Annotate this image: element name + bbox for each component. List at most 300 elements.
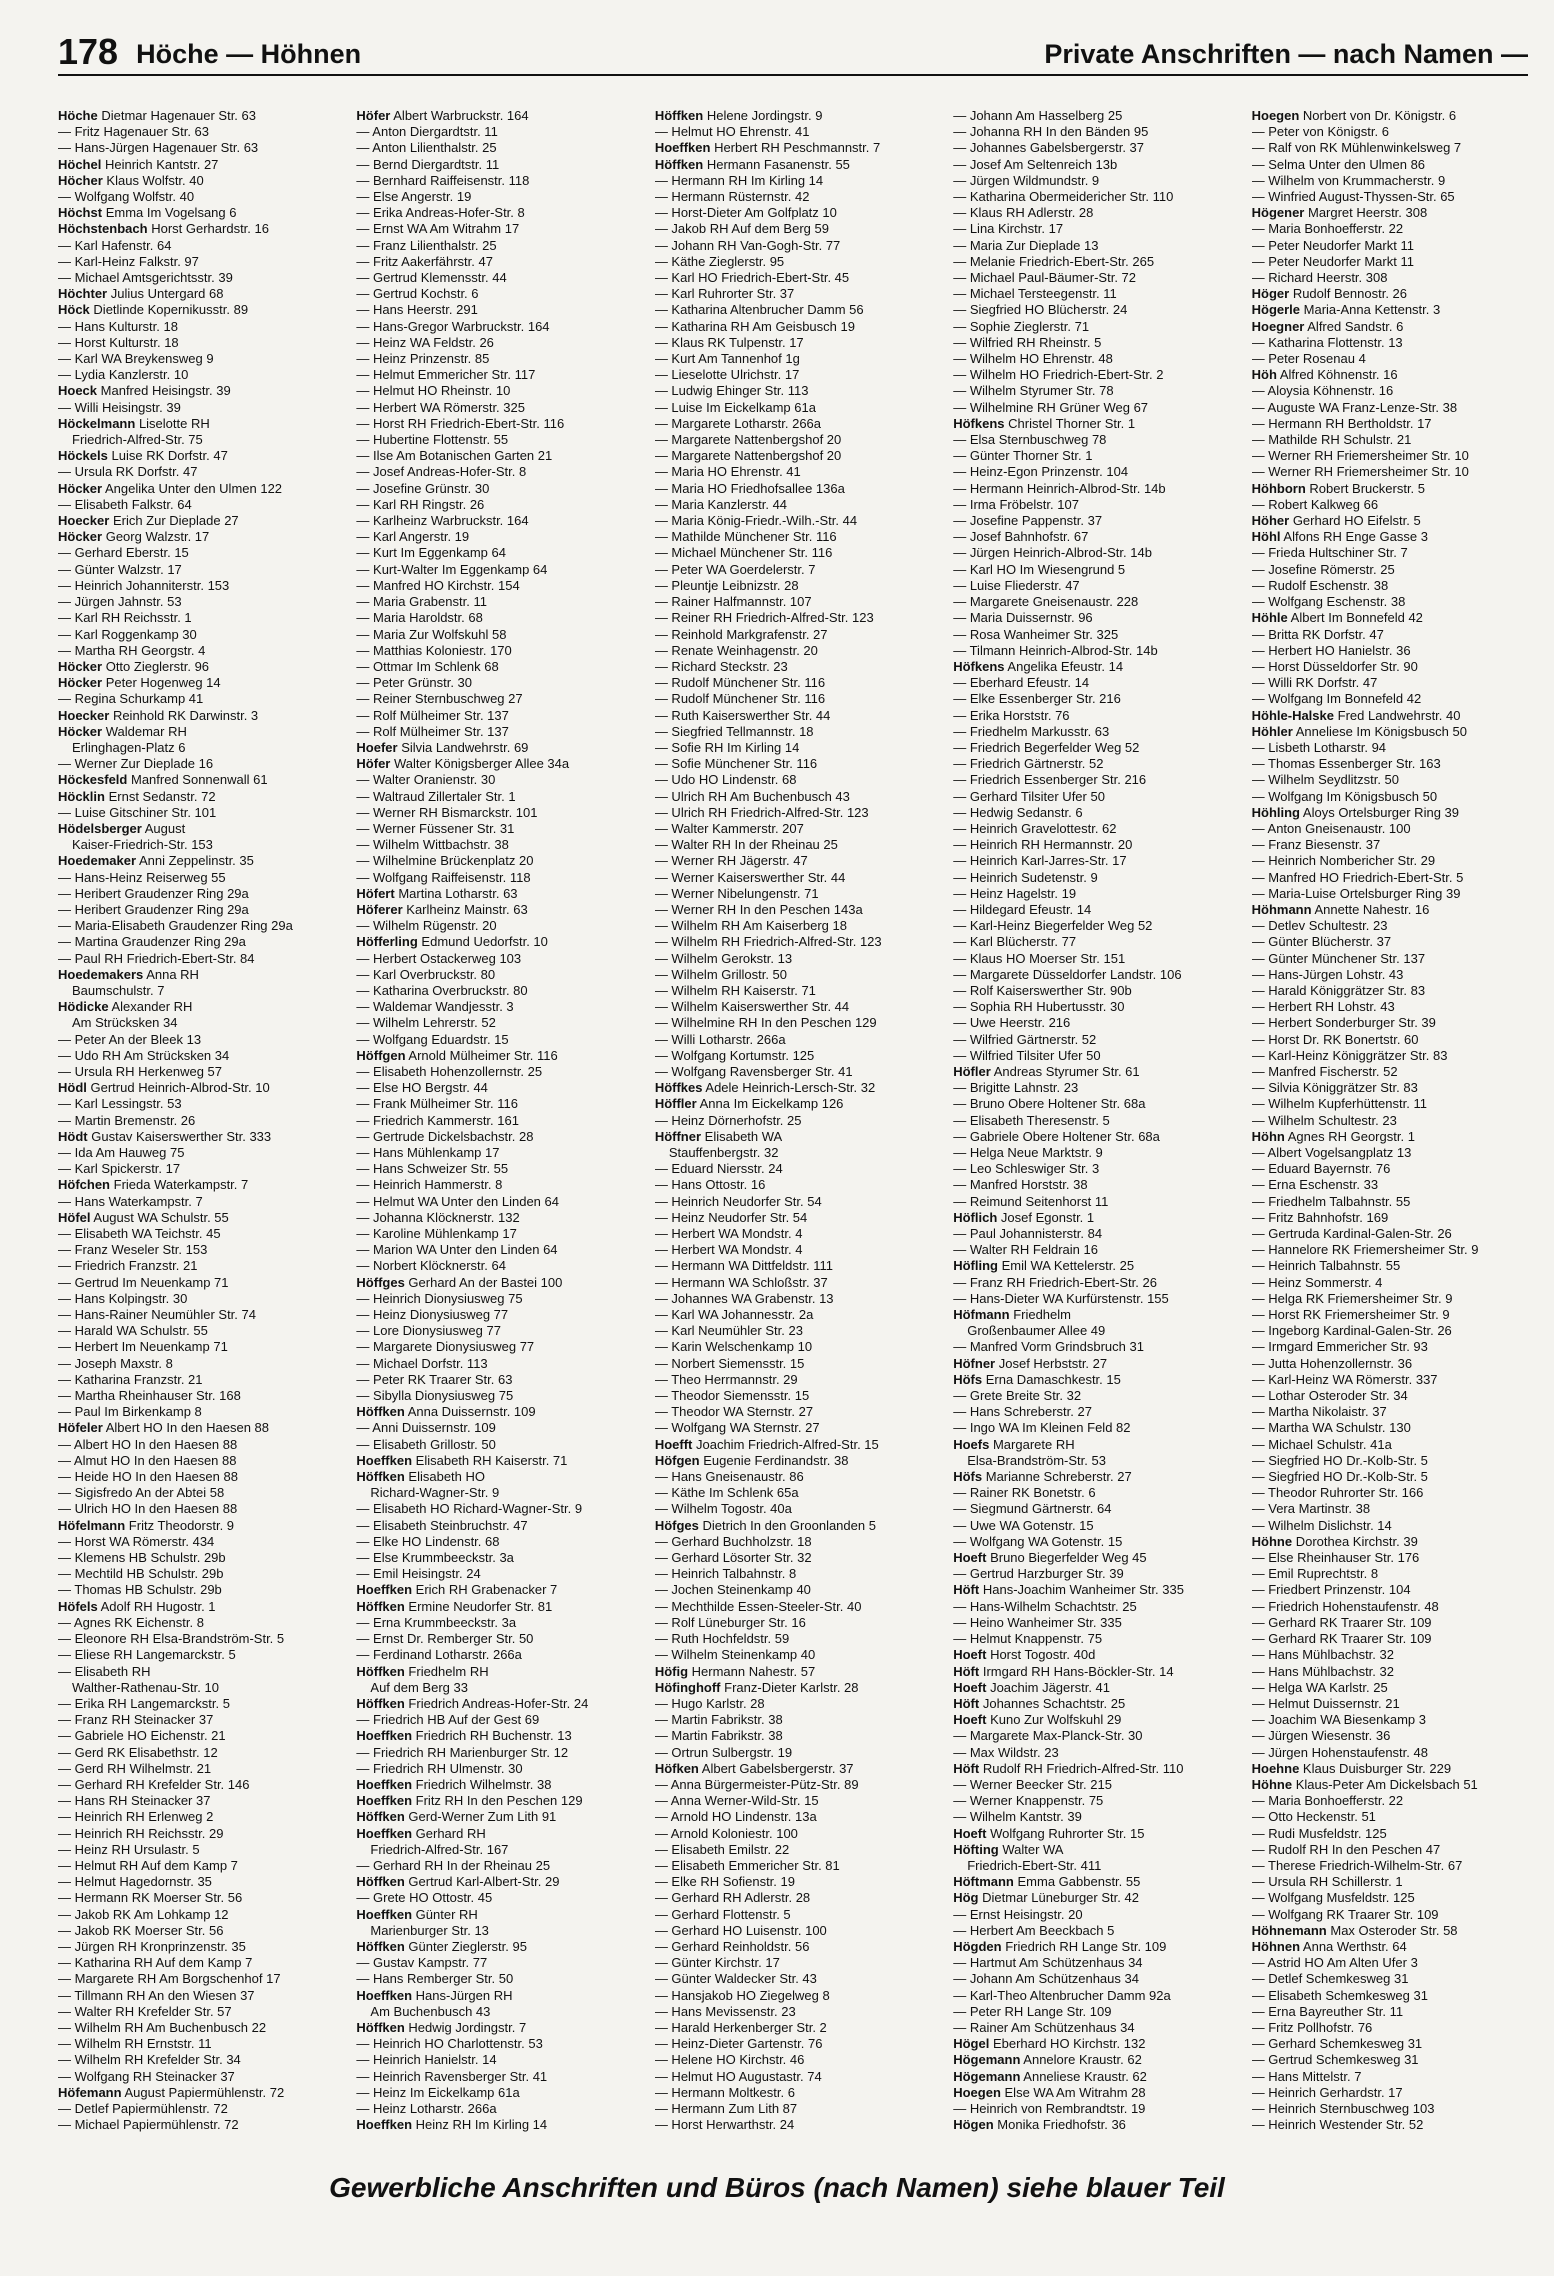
entry-text: — Winfried August-Thyssen-Str. 65 — [1251, 189, 1455, 205]
entry-text: — Peter Grünstr. 30 — [356, 675, 473, 691]
directory-entry — [953, 1064, 1229, 1080]
entry-text: — Horst Dr. RK Bonertstr. 60 — [1251, 1031, 1419, 1047]
directory-entry — [356, 1453, 632, 1469]
entry-text: — Friedrich Essenberger Str. 216 — [953, 772, 1147, 788]
directory-entry — [655, 756, 931, 772]
entry-surname: Höck — [58, 302, 90, 318]
directory-entry — [356, 659, 632, 675]
entry-text: Horst Togostr. 40d — [990, 1647, 1096, 1663]
directory-entry — [953, 1113, 1229, 1129]
directory-entry — [1252, 951, 1528, 967]
entry-surname: Höfer — [356, 756, 391, 772]
directory-entry — [1252, 1761, 1528, 1777]
entry-surname: Höcher — [58, 172, 103, 188]
directory-entry — [1252, 2069, 1528, 2085]
entry-text: Peter Hogenweg 14 — [105, 675, 221, 691]
entry-surname: Höchter — [58, 286, 108, 302]
entry-text: Reinhold RK Darwinstr. 3 — [112, 707, 259, 723]
entry-surname: Höffges — [356, 1274, 405, 1290]
directory-entry — [356, 1518, 632, 1534]
directory-entry — [655, 1599, 931, 1615]
directory-entry — [655, 1404, 931, 1420]
directory-entry — [1252, 1226, 1528, 1242]
directory-entry — [953, 1550, 1229, 1566]
entry-text: — Maria Haroldstr. 68 — [356, 610, 483, 626]
directory-entry — [655, 1453, 931, 1469]
directory-entry — [655, 1145, 931, 1161]
entry-text: — Marion WA Unter den Linden 64 — [356, 1242, 558, 1258]
entry-text: — Heinrich Sternbuschweg 103 — [1251, 2100, 1435, 2116]
directory-entry — [356, 2036, 632, 2052]
entry-text: — Ralf von RK Mühlenwinkelsweg 7 — [1251, 140, 1462, 156]
entry-text: — Lina Kirchstr. 17 — [953, 221, 1064, 237]
directory-entry — [58, 1728, 334, 1744]
entry-text: — Josefine Römerstr. 25 — [1251, 561, 1395, 577]
directory-entry — [58, 416, 334, 432]
entry-text: — Heinrich Karl-Jarres-Str. 17 — [953, 853, 1127, 869]
directory-entry — [655, 1582, 931, 1598]
directory-entry — [655, 1923, 931, 1939]
entry-text: — Grete Breite Str. 32 — [953, 1388, 1082, 1404]
entry-text: — Lieselotte Ulrichstr. 17 — [654, 367, 800, 383]
directory-entry — [356, 789, 632, 805]
entry-text: Luise RK Dorfstr. 47 — [111, 448, 228, 464]
entry-text: — Sofie RH Im Kirling 14 — [654, 739, 800, 755]
directory-entry — [1252, 756, 1528, 772]
entry-text: — Katharina Flottenstr. 13 — [1251, 334, 1403, 350]
directory-entry — [953, 1145, 1229, 1161]
entry-text: — Friedhelm Talbahnstr. 55 — [1251, 1193, 1411, 1209]
directory-entry — [356, 319, 632, 335]
directory-entry — [1252, 319, 1528, 335]
entry-text: — Wilhelm Kupferhüttenstr. 11 — [1251, 1096, 1427, 1112]
directory-entry — [655, 1323, 931, 1339]
entry-text: — Siegfried HO Dr.-Kolb-Str. 5 — [1251, 1469, 1428, 1485]
entry-text: — Friedbert Prinzenstr. 104 — [1251, 1582, 1411, 1598]
directory-entry — [953, 772, 1229, 788]
entry-text: — Josef Bahnhofstr. 67 — [953, 529, 1089, 545]
directory-entry — [953, 335, 1229, 351]
directory-entry — [356, 594, 632, 610]
directory-entry — [655, 1372, 931, 1388]
entry-text: — Jürgen RH Kronprinzenstr. 35 — [58, 1938, 246, 1954]
entry-text: — Johanna RH In den Bänden 95 — [953, 124, 1149, 140]
entry-text: — Wilhelm Togostr. 40a — [654, 1501, 792, 1517]
entry-text: — Auguste WA Franz-Lenze-Str. 38 — [1251, 399, 1458, 415]
entry-text: — Therese Friedrich-Wilhelm-Str. 67 — [1251, 1857, 1463, 1873]
directory-entry — [58, 1793, 334, 1809]
directory-entry — [356, 1631, 632, 1647]
directory-entry — [1252, 1582, 1528, 1598]
entry-text: — Gerhard Eberstr. 15 — [58, 545, 189, 561]
directory-entry — [655, 2069, 931, 2085]
directory-entry — [58, 319, 334, 335]
entry-surname: Höcker — [58, 723, 103, 739]
directory-entry — [356, 2085, 632, 2101]
entry-text: — Peter von Königstr. 6 — [1251, 124, 1389, 140]
directory-entry — [356, 432, 632, 448]
directory-entry — [953, 351, 1229, 367]
directory-entry — [356, 1550, 632, 1566]
entry-text: — Norbert Klöcknerstr. 64 — [356, 1258, 506, 1274]
directory-entry — [1252, 1599, 1528, 1615]
directory-entry — [356, 351, 632, 367]
entry-surname: Höffken — [356, 1874, 405, 1890]
directory-entry — [953, 1469, 1229, 1485]
directory-entry — [1252, 383, 1528, 399]
entry-text: — Elisabeth Emmericher Str. 81 — [654, 1857, 840, 1873]
directory-entry — [356, 740, 632, 756]
entry-text: — Werner RH Friemersheimer Str. 10 — [1251, 464, 1469, 480]
directory-entry — [953, 1404, 1229, 1420]
directory-entry — [655, 383, 931, 399]
entry-text: — Reinhold Markgrafenstr. 27 — [654, 626, 828, 642]
directory-entry — [655, 2085, 931, 2101]
directory-entry — [356, 1129, 632, 1145]
directory-entry — [655, 448, 931, 464]
directory-entry — [58, 1129, 334, 1145]
entry-text: — Elisabeth Emilstr. 22 — [654, 1841, 790, 1857]
directory-entry — [655, 1712, 931, 1728]
entry-text: — Heinz Neudorfer Str. 54 — [654, 1209, 808, 1225]
entry-text: — Elsa Sternbuschweg 78 — [953, 432, 1107, 448]
entry-text: — Heinrich HO Charlottenstr. 53 — [356, 2036, 543, 2052]
directory-entry — [1252, 1258, 1528, 1274]
entry-text: — Willi RK Dorfstr. 47 — [1251, 675, 1378, 691]
directory-entry — [356, 1826, 632, 1842]
directory-entry — [356, 1032, 632, 1048]
directory-entry — [655, 934, 931, 950]
entry-text: — Erika Horststr. 76 — [953, 707, 1070, 723]
directory-entry — [655, 740, 931, 756]
entry-text: Erich RH Grabenacker 7 — [415, 1582, 558, 1598]
directory-entry — [953, 1177, 1229, 1193]
entry-text: — Hans Mühlbachstr. 32 — [1251, 1663, 1394, 1679]
entry-text: Margarete RH — [992, 1436, 1075, 1452]
entry-text: Alfons RH Enge Gasse 3 — [1283, 529, 1428, 545]
entry-text: — Klaus RH Adlerstr. 28 — [953, 205, 1094, 221]
directory-entry — [356, 643, 632, 659]
entry-text: — Rosa Wanheimer Str. 325 — [953, 626, 1119, 642]
directory-entry — [1252, 2004, 1528, 2020]
directory-entry — [1252, 1615, 1528, 1631]
entry-text: — Herbert Sonderburger Str. 39 — [1251, 1015, 1436, 1031]
directory-entry — [1252, 1745, 1528, 1761]
entry-surname: Höcklin — [58, 788, 105, 804]
directory-entry — [953, 432, 1229, 448]
entry-text: Elisabeth WA — [704, 1128, 783, 1144]
entry-text: — Margarete Düsseldorfer Landstr. 106 — [953, 966, 1182, 982]
entry-surname: Höft — [953, 1663, 980, 1679]
entry-text: — Wilhelm Kaiserswerther Str. 44 — [654, 999, 850, 1015]
entry-text: — Wilhelm Schultestr. 23 — [1251, 1112, 1397, 1128]
entry-text: Franz-Dieter Karlstr. 28 — [724, 1679, 859, 1695]
directory-entry — [58, 254, 334, 270]
entry-surname: Höfkens — [953, 415, 1005, 431]
entry-text: — Heinz WA Feldstr. 26 — [356, 334, 494, 350]
directory-entry — [953, 789, 1229, 805]
entry-text: — Karl WA Breykensweg 9 — [58, 351, 214, 367]
entry-surname: Höfferling — [356, 934, 418, 950]
directory-entry — [655, 1291, 931, 1307]
entry-text: Anni Zeppelinstr. 35 — [138, 853, 254, 869]
entry-text: Auf dem Berg 33 — [370, 1679, 468, 1695]
directory-entry — [1252, 1339, 1528, 1355]
entry-text: — Michael Papiermühlenstr. 72 — [58, 2117, 239, 2133]
entry-text: — Heinrich Ravensberger Str. 41 — [356, 2068, 548, 2084]
entry-text: — Werner Füssener Str. 31 — [356, 820, 515, 836]
directory-entry — [58, 1680, 334, 1696]
entry-text: — Elke Essenberger Str. 216 — [953, 691, 1121, 707]
directory-entry — [1252, 675, 1528, 691]
entry-text: — Josefine Pappenstr. 37 — [953, 513, 1103, 529]
entry-text: — Rudolf Eschenstr. 38 — [1251, 577, 1389, 593]
entry-surname: Hoeft — [953, 1647, 987, 1663]
entry-text: Arnold Mülheimer Str. 116 — [408, 1047, 558, 1063]
entry-text: — Horst WA Römerstr. 434 — [58, 1533, 215, 1549]
directory-entry — [356, 140, 632, 156]
entry-text: — Ulrich HO In den Haesen 88 — [58, 1501, 238, 1517]
directory-entry — [1252, 124, 1528, 140]
directory-entry — [953, 1129, 1229, 1145]
directory-entry — [1252, 1485, 1528, 1501]
entry-text: — Fritz Hagenauer Str. 63 — [58, 124, 210, 140]
entry-text: — Heinz Dionysiusweg 77 — [356, 1307, 509, 1323]
entry-text: — Elke RH Sofienstr. 19 — [654, 1874, 795, 1890]
directory-entry — [655, 1485, 931, 1501]
entry-text: — Anna Bürgermeister-Pütz-Str. 89 — [654, 1776, 859, 1792]
entry-text: — Katharina Obermeidericher Str. 110 — [953, 189, 1174, 205]
entry-text: Helene Jordingstr. 9 — [706, 108, 823, 123]
directory-entry — [1252, 1826, 1528, 1842]
directory-entry — [655, 1080, 931, 1096]
entry-surname: Hoeffken — [356, 1906, 413, 1922]
entry-text: — Gabriele HO Eichenstr. 21 — [58, 1728, 226, 1744]
directory-entry — [953, 254, 1229, 270]
directory-entry — [953, 837, 1229, 853]
directory-entry — [953, 1323, 1229, 1339]
entry-text: — Sophie Zieglerstr. 71 — [953, 318, 1090, 334]
entry-text: — Hermann RH Im Kirling 14 — [654, 172, 824, 188]
directory-column-2 — [356, 108, 632, 2153]
directory-entry — [1252, 983, 1528, 999]
directory-entry — [1252, 1177, 1528, 1193]
entry-text: — Hansjakob HO Ziegelweg 8 — [654, 1987, 830, 2003]
entry-surname: Hoeft — [953, 1550, 987, 1566]
entry-surname: Hoegner — [1251, 318, 1305, 334]
entry-text: — Helmut Hagedornstr. 35 — [58, 1874, 212, 1890]
directory-entry — [356, 1437, 632, 1453]
directory-entry — [655, 286, 931, 302]
entry-surname: Höhler — [1251, 723, 1293, 739]
entry-surname: Höffner — [654, 1128, 702, 1144]
directory-entry — [58, 1453, 334, 1469]
directory-column-1 — [58, 108, 334, 2153]
entry-text: Maria-Anna Kettenstr. 3 — [1303, 302, 1441, 318]
directory-entry — [356, 1680, 632, 1696]
entry-text: — Rudi Musfeldstr. 125 — [1251, 1825, 1387, 1841]
entry-text: — Karl HO Im Wiesengrund 5 — [953, 561, 1126, 577]
entry-text: — Heinrich Dionysiusweg 75 — [356, 1290, 523, 1306]
directory-entry — [1252, 2085, 1528, 2101]
directory-entry — [356, 1501, 632, 1517]
entry-text: Friedhelm — [1013, 1307, 1071, 1323]
entry-text: — Helmut HO Augustastr. 74 — [654, 2068, 822, 2084]
entry-text: — Hans Gneisenaustr. 86 — [654, 1469, 804, 1485]
directory-entry — [1252, 821, 1528, 837]
directory-entry — [58, 1064, 334, 1080]
entry-text: — Hartmut Am Schützenhaus 34 — [953, 1955, 1143, 1971]
directory-entry — [58, 2052, 334, 2068]
directory-entry — [58, 691, 334, 707]
directory-entry — [58, 545, 334, 561]
entry-text: Fritz RH In den Peschen 129 — [415, 1793, 583, 1809]
entry-text: — Hans-Dieter WA Kurfürstenstr. 155 — [953, 1290, 1169, 1306]
entry-text: — Werner RH In den Peschen 143a — [654, 901, 863, 917]
directory-entry — [58, 1615, 334, 1631]
directory-entry — [953, 2085, 1229, 2101]
entry-text: — Michael Amtsgerichtsstr. 39 — [58, 270, 233, 286]
directory-entry — [1252, 545, 1528, 561]
entry-text: — Tillmann RH An den Wiesen 37 — [58, 1987, 255, 2003]
directory-entry — [655, 432, 931, 448]
directory-entry — [655, 2004, 931, 2020]
directory-entry — [58, 756, 334, 772]
directory-entry — [356, 1923, 632, 1939]
entry-text: — Herbert WA Mondstr. 4 — [654, 1226, 803, 1242]
directory-entry — [1252, 1048, 1528, 1064]
entry-text: — Jürgen Wildmundstr. 9 — [953, 172, 1100, 188]
entry-text: — Hans Mevissenstr. 23 — [654, 2003, 796, 2019]
entry-text: Adolf RH Hugostr. 1 — [100, 1598, 216, 1614]
directory-entry — [953, 562, 1229, 578]
entry-text: — Sofie Münchener Str. 116 — [654, 756, 818, 772]
directory-entry — [655, 513, 931, 529]
directory-entry — [356, 1258, 632, 1274]
page-number: 178 — [58, 31, 119, 72]
directory-entry — [58, 221, 334, 237]
directory-entry — [655, 1015, 931, 1031]
entry-text: — Gertrud Klemensstr. 44 — [356, 270, 507, 286]
entry-text: — Friedhelm Markusstr. 63 — [953, 723, 1110, 739]
entry-surname: Höher — [1251, 513, 1290, 529]
directory-entry — [655, 951, 931, 967]
entry-text: Andreas Styrumer Str. 61 — [993, 1063, 1140, 1079]
directory-entry — [655, 529, 931, 545]
entry-surname: Höhmann — [1251, 901, 1312, 917]
entry-text: — Jakob RK Am Lohkamp 12 — [58, 1906, 229, 1922]
entry-surname: Höfmann — [953, 1307, 1010, 1323]
directory-entry — [655, 967, 931, 983]
entry-text: — Gertrud Harzburger Str. 39 — [953, 1566, 1124, 1582]
directory-entry — [953, 821, 1229, 837]
directory-entry — [58, 1356, 334, 1372]
entry-text: — Bruno Obere Holtener Str. 68a — [953, 1096, 1146, 1112]
directory-entry — [58, 1939, 334, 1955]
entry-surname: Hödl — [58, 1080, 87, 1096]
entry-surname: Höffken — [356, 1598, 405, 1614]
entry-text: — Martin Bremenstr. 26 — [58, 1112, 196, 1128]
entry-text: — Wolfgang Wolfstr. 40 — [58, 189, 195, 205]
entry-text: — Manfred Vorm Grindsbruch 31 — [953, 1339, 1144, 1355]
entry-text: — Hans-Wilhelm Schachtstr. 25 — [953, 1598, 1137, 1614]
entry-text: — Hermann RH Bertholdstr. 17 — [1251, 415, 1432, 431]
directory-entry — [953, 529, 1229, 545]
entry-text: — Harald Königgrätzer Str. 83 — [1251, 982, 1426, 998]
directory-entry — [1252, 1291, 1528, 1307]
directory-entry — [655, 2117, 931, 2133]
entry-text: Alfred Sandstr. 6 — [1307, 318, 1404, 334]
directory-entry — [356, 416, 632, 432]
entry-text: — Hannelore RK Friemersheimer Str. 9 — [1251, 1242, 1479, 1258]
entry-text: — Max Wildstr. 23 — [953, 1744, 1059, 1760]
entry-text: Großenbaumer Allee 49 — [967, 1323, 1106, 1339]
directory-entry — [356, 805, 632, 821]
entry-surname: Höhling — [1251, 804, 1301, 820]
entry-text: — Wolfgang Ravensberger Str. 41 — [654, 1063, 853, 1079]
entry-surname: Höcker — [58, 658, 103, 674]
entry-text: Alfred Köhnenstr. 16 — [1279, 367, 1398, 383]
directory-entry — [655, 189, 931, 205]
directory-entry — [1252, 578, 1528, 594]
entry-text: Dietrich In den Groonlanden 5 — [702, 1517, 876, 1533]
entry-text: — Anna Werner-Wild-Str. 15 — [654, 1793, 819, 1809]
entry-text: — Gerhard RH In der Rheinau 25 — [356, 1857, 551, 1873]
directory-entry — [953, 157, 1229, 173]
directory-entry — [655, 1647, 931, 1663]
entry-text: — Karl-Heinz Königgrätzer Str. 83 — [1251, 1047, 1448, 1063]
entry-text: — Paul RH Friedrich-Ebert-Str. 84 — [58, 950, 255, 966]
entry-text: — Wilhelm RH Ernststr. 11 — [58, 2036, 212, 2052]
entry-text: — Ursula RH Schillerstr. 1 — [1251, 1874, 1403, 1890]
name-range: Höche — Höhnen — [136, 39, 362, 69]
directory-entry — [58, 302, 334, 318]
directory-entry — [1252, 400, 1528, 416]
directory-entry — [1252, 1129, 1528, 1145]
entry-text: — Friedrich HB Auf der Gest 69 — [356, 1712, 540, 1728]
directory-entry — [58, 1145, 334, 1161]
entry-surname: Höfner — [953, 1355, 996, 1371]
entry-surname: Hoeft — [953, 1712, 987, 1728]
entry-text: — Wilhelm RH Krefelder Str. 34 — [58, 2052, 241, 2068]
directory-entry — [655, 1728, 931, 1744]
directory-entry — [1252, 238, 1528, 254]
directory-entry — [58, 1242, 334, 1258]
entry-text: Gustav Kaiserswerther Str. 333 — [91, 1128, 272, 1144]
directory-entry — [356, 1080, 632, 1096]
entry-text: — Martin Fabrikstr. 38 — [654, 1712, 783, 1728]
entry-text: — Wolfgang Kortumstr. 125 — [654, 1047, 815, 1063]
directory-entry — [655, 1339, 931, 1355]
directory-entry — [655, 643, 931, 659]
directory-entry — [58, 1858, 334, 1874]
entry-text: Horst Gerhardstr. 16 — [151, 221, 269, 237]
entry-text: — Karoline Mühlenkamp 17 — [356, 1226, 517, 1242]
directory-entry — [1252, 205, 1528, 221]
entry-text: — Helga Neue Marktstr. 9 — [953, 1145, 1103, 1160]
entry-text: — Peter Neudorfer Markt 11 — [1251, 253, 1414, 269]
directory-entry — [1252, 1874, 1528, 1890]
directory-entry — [356, 1842, 632, 1858]
entry-text: Josef Herbststr. 27 — [998, 1355, 1108, 1371]
entry-text: Joachim Friedrich-Alfred-Str. 15 — [695, 1436, 879, 1452]
directory-entry — [655, 367, 931, 383]
entry-text: Ermine Neudorfer Str. 81 — [408, 1598, 553, 1614]
entry-surname: Hoedemakers — [58, 966, 144, 982]
entry-text: Hermann Nahestr. 57 — [691, 1663, 816, 1679]
entry-text: — Erna Eschenstr. 33 — [1251, 1177, 1379, 1193]
directory-entry — [58, 2004, 334, 2020]
